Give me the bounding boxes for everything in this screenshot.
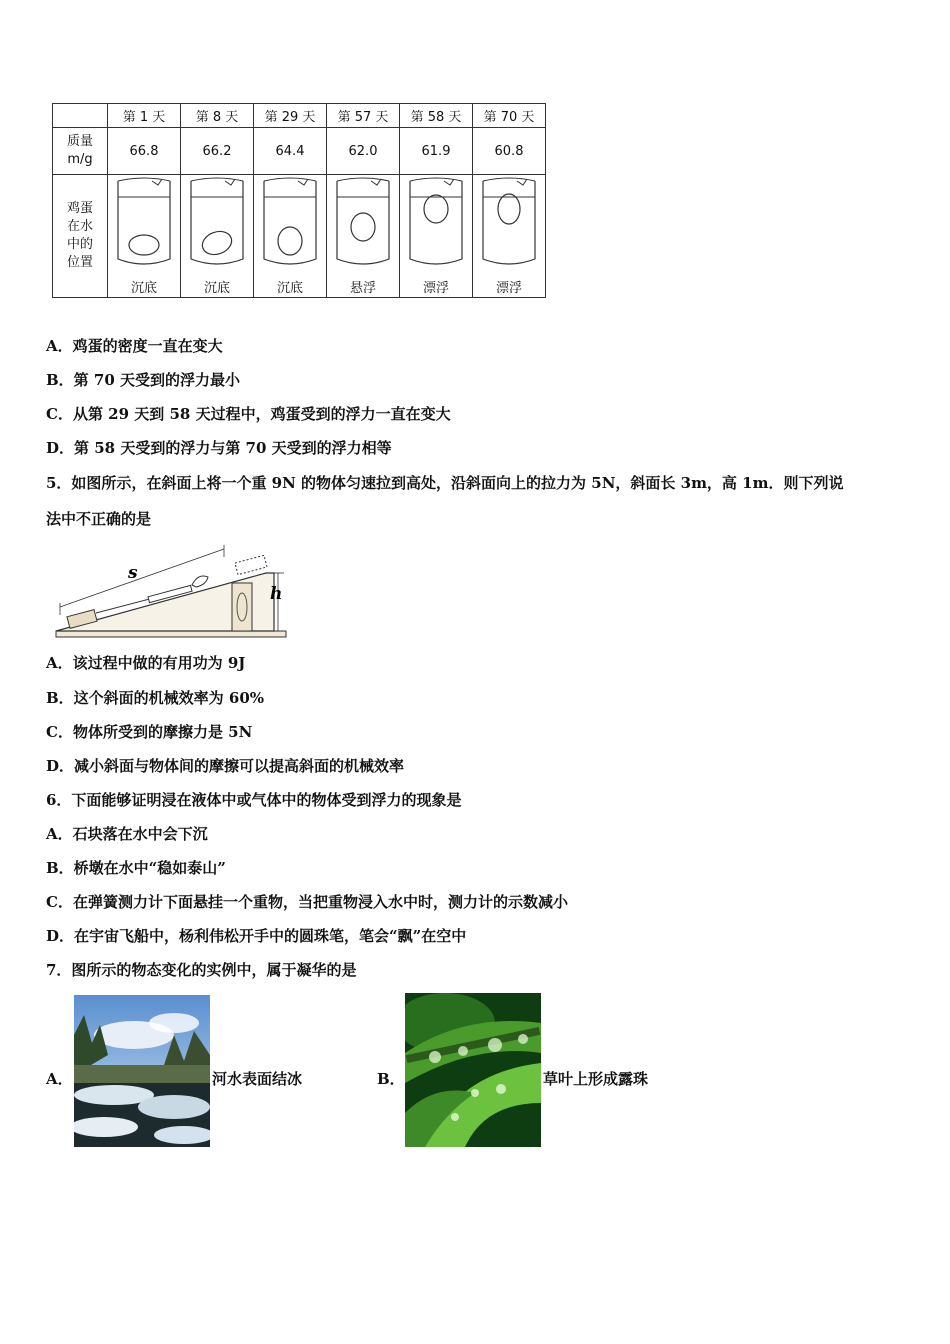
egg-state: 漂浮	[495, 281, 522, 296]
position-row-label	[53, 175, 108, 298]
beaker-cell	[473, 175, 546, 298]
q5-stem-line1: 5．如图所示，在斜面上将一个重 9N 的物体匀速拉到高处，沿斜面向上的拉力为 5N，斜面长 3m，高 1m．则下列说	[46, 474, 844, 492]
egg-state: 沉底	[276, 281, 303, 296]
mass-cell: 66.2	[181, 128, 254, 175]
inclined-plane-figure	[48, 543, 293, 643]
q4-option-d: D．第 58 天受到的浮力与第 70 天受到的浮力相等	[46, 439, 392, 457]
beaker-cell	[108, 175, 181, 298]
table-corner-cell	[53, 104, 108, 128]
q6-option-d: D．在宇宙飞船中，杨利伟松开手中的圆珠笔，笔会“飘”在空中	[46, 927, 467, 945]
beaker-cell	[400, 175, 473, 298]
day-header: 第 58 天	[400, 104, 473, 128]
mass-label-unit: m/g	[67, 152, 93, 167]
mass-cell: 61.9	[400, 128, 473, 175]
day-header: 第 29 天	[254, 104, 327, 128]
fig-label-s: s	[128, 563, 138, 583]
position-label-line: 位置	[66, 255, 93, 270]
day-header: 第 8 天	[181, 104, 254, 128]
position-label-line: 中的	[66, 237, 93, 252]
mass-cell: 66.8	[108, 128, 181, 175]
egg-state: 沉底	[203, 281, 230, 296]
beaker-floating-egg	[473, 175, 545, 273]
mass-cell: 64.4	[254, 128, 327, 175]
mass-cell: 60.8	[473, 128, 546, 175]
beaker-sinking-egg	[108, 175, 180, 273]
mass-label-line: 质量	[66, 134, 93, 149]
q6-option-c: C．在弹簧测力计下面悬挂一个重物，当把重物浸入水中时，测力计的示数减小	[46, 893, 568, 911]
q6-option-b: B．桥墩在水中“稳如泰山”	[46, 859, 226, 877]
egg-state: 沉底	[130, 281, 157, 296]
q5-option-a: A．该过程中做的有用功为 9J	[46, 654, 246, 672]
egg-state: 悬浮	[349, 281, 376, 296]
egg-state: 漂浮	[422, 281, 449, 296]
beaker-cell	[254, 175, 327, 298]
beaker-suspended-egg	[327, 175, 399, 273]
dewdrops-leaf-photo	[405, 993, 541, 1147]
q7-option-a-text: 河水表面结冰	[212, 1070, 303, 1088]
q5-option-c: C．物体所受到的摩擦力是 5N	[46, 723, 253, 741]
q4-option-c: C．从第 29 天到 58 天过程中，鸡蛋受到的浮力一直在变大	[46, 405, 451, 423]
q7-stem: 7．图所示的物态变化的实例中，属于凝华的是	[46, 961, 357, 979]
beaker-cell	[181, 175, 254, 298]
fig-label-h: h	[270, 584, 283, 604]
frozen-river-photo	[74, 995, 210, 1147]
position-label-line: 在水	[66, 219, 93, 234]
day-header: 第 1 天	[108, 104, 181, 128]
q6-option-a: A．石块落在水中会下沉	[46, 825, 208, 843]
day-header: 第 70 天	[473, 104, 546, 128]
q5-stem-line2: 法中不正确的是	[46, 510, 152, 528]
q7-option-b-text: 草叶上形成露珠	[543, 1070, 649, 1088]
q7-option-b-letter: B．	[377, 1070, 405, 1088]
q5-option-d: D．减小斜面与物体间的摩擦可以提高斜面的机械效率	[46, 757, 405, 775]
q5-option-b: B．这个斜面的机械效率为 60%	[46, 689, 265, 707]
day-header: 第 57 天	[327, 104, 400, 128]
beaker-cell	[327, 175, 400, 298]
q7-option-a-letter: A．	[46, 1070, 73, 1088]
mass-cell: 62.0	[327, 128, 400, 175]
beaker-floating-egg	[400, 175, 472, 273]
egg-data-table	[52, 103, 546, 298]
q4-option-b: B．第 70 天受到的浮力最小	[46, 371, 240, 389]
mass-row-label	[53, 128, 108, 175]
beaker-sinking-egg	[181, 175, 253, 273]
q6-stem: 6．下面能够证明浸在液体中或气体中的物体受到浮力的现象是	[46, 791, 462, 809]
q4-option-a: A．鸡蛋的密度一直在变大	[46, 337, 223, 355]
position-label-line: 鸡蛋	[66, 201, 93, 216]
beaker-sinking-egg	[254, 175, 326, 273]
